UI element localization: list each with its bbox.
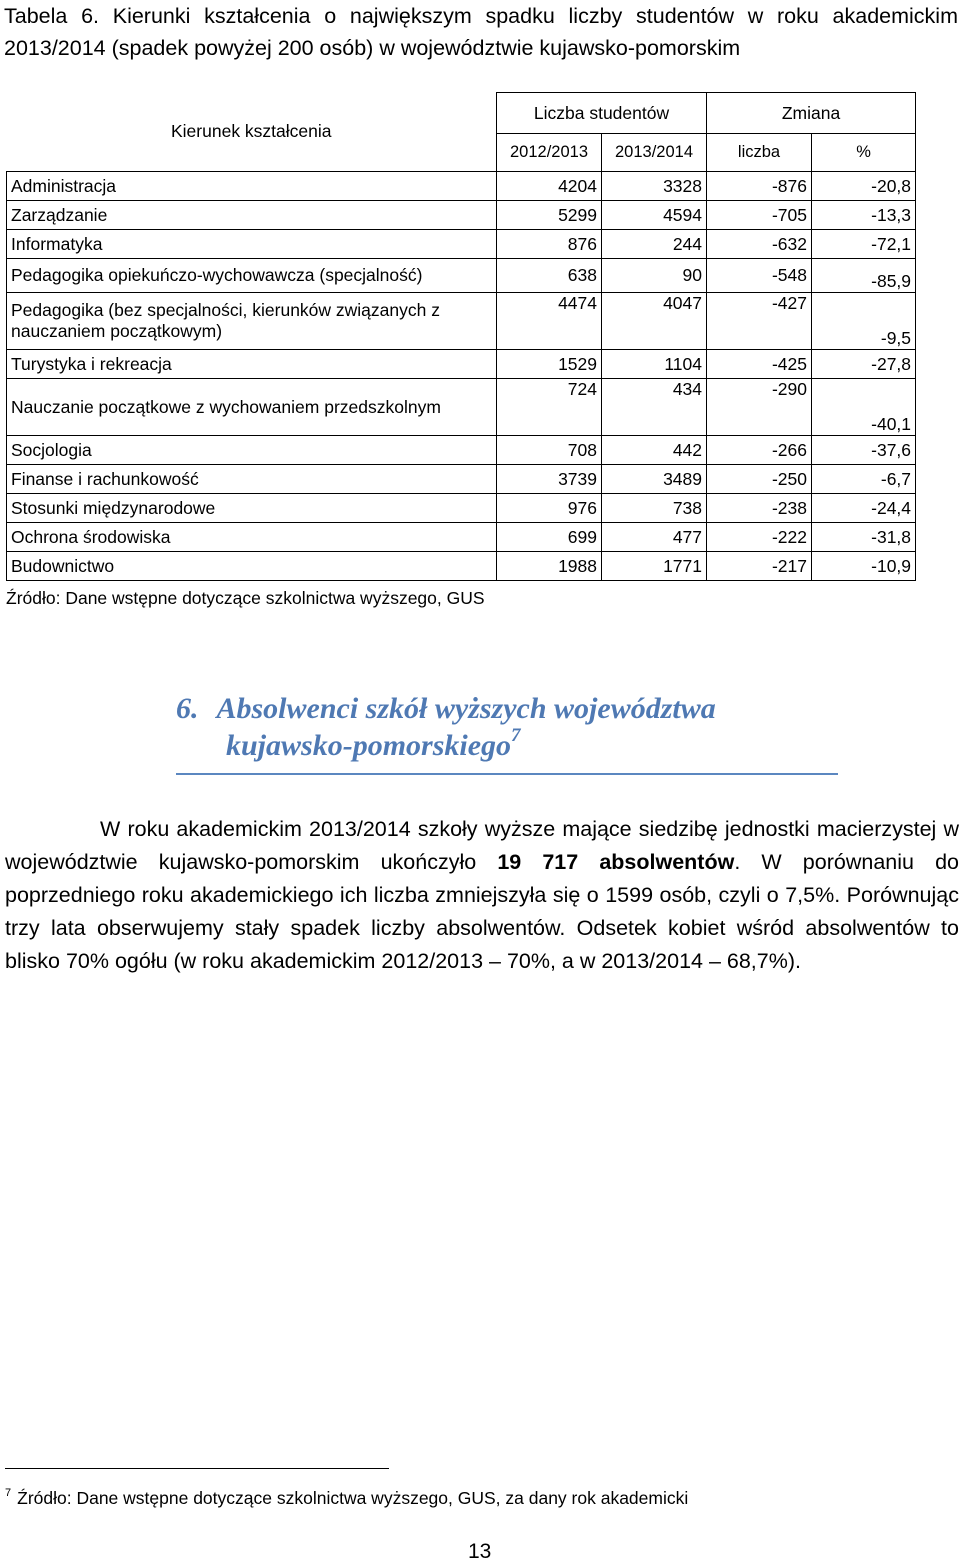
section-heading-line-1 bbox=[176, 690, 836, 727]
body-paragraph bbox=[5, 813, 959, 978]
row-value-2013-2014: 1104 bbox=[602, 350, 707, 379]
footnote-text: Źródło: Dane wstępne dotyczące szkolnictwa wyższego, GUS, za dany rok akademicki bbox=[17, 1488, 689, 1508]
row-value-2012-2013: 638 bbox=[497, 259, 602, 293]
row-change: -427 bbox=[707, 293, 812, 350]
row-name: Pedagogika (bez specjalności, kierunków związanych z nauczaniem początkowym) bbox=[7, 293, 497, 350]
table-row bbox=[7, 350, 916, 379]
row-percent: -37,6 bbox=[812, 436, 916, 465]
row-change: -632 bbox=[707, 230, 812, 259]
row-value-2012-2013: 708 bbox=[497, 436, 602, 465]
section-title-line-1: Absolwenci szkół wyższych województwa bbox=[216, 692, 716, 725]
row-percent: -40,1 bbox=[812, 379, 916, 436]
table-row bbox=[7, 172, 916, 201]
row-value-2013-2014: 4047 bbox=[602, 293, 707, 350]
row-percent: -31,8 bbox=[812, 523, 916, 552]
row-change: -876 bbox=[707, 172, 812, 201]
table-source-note: Źródło: Dane wstępne dotyczące szkolnictwa wyższego, GUS bbox=[6, 588, 485, 608]
row-value-2012-2013: 3739 bbox=[497, 465, 602, 494]
heading-underline bbox=[176, 773, 838, 775]
row-name: Ochrona środowiska bbox=[7, 523, 497, 552]
row-value-2012-2013: 976 bbox=[497, 494, 602, 523]
row-change: -238 bbox=[707, 494, 812, 523]
header-liczba: liczba bbox=[707, 134, 812, 172]
header-liczba-studentow: Liczba studentów bbox=[497, 93, 707, 134]
row-name: Pedagogika opiekuńczo-wychowawcza (specjalność) bbox=[7, 259, 497, 293]
row-value-2012-2013: 699 bbox=[497, 523, 602, 552]
paragraph-bold-figure: 19 717 absolwentów bbox=[497, 850, 735, 874]
row-value-2012-2013: 1529 bbox=[497, 350, 602, 379]
table-row bbox=[7, 293, 916, 350]
row-value-2013-2014: 477 bbox=[602, 523, 707, 552]
row-value-2013-2014: 434 bbox=[602, 379, 707, 436]
table-row bbox=[7, 379, 916, 436]
footnote-separator bbox=[5, 1468, 389, 1469]
section-heading-line-2 bbox=[176, 727, 836, 764]
row-change: -222 bbox=[707, 523, 812, 552]
row-change: -266 bbox=[707, 436, 812, 465]
row-percent: -13,3 bbox=[812, 201, 916, 230]
section-number: 6. bbox=[176, 692, 199, 725]
header-kierunek: Kierunek kształcenia bbox=[7, 93, 497, 172]
students-table bbox=[6, 92, 916, 581]
row-change: -425 bbox=[707, 350, 812, 379]
row-name: Administracja bbox=[7, 172, 497, 201]
header-year-2013-2014: 2013/2014 bbox=[602, 134, 707, 172]
row-name: Nauczanie początkowe z wychowaniem przedszkolnym bbox=[7, 379, 497, 436]
table-row bbox=[7, 259, 916, 293]
row-value-2013-2014: 738 bbox=[602, 494, 707, 523]
row-change: -250 bbox=[707, 465, 812, 494]
paragraph-text-after: . W porównaniu do poprzedniego roku akademickiego ich liczba zmniejszyła się o 1599 osób, czyli o 7,5%. Porównując trzy lata obserwujemy stały spadek liczby absolwentów. Odsetek kobiet wśród absolwentów to blisko 70% ogółu (w roku akademickim 2012/2013 – 70%, a w 2013/2014 – 68,7%). bbox=[5, 850, 959, 973]
row-name: Finanse i rachunkowość bbox=[7, 465, 497, 494]
row-percent: -27,8 bbox=[812, 350, 916, 379]
table-row bbox=[7, 494, 916, 523]
row-change: -705 bbox=[707, 201, 812, 230]
row-name: Informatyka bbox=[7, 230, 497, 259]
footnote-number: 7 bbox=[5, 1487, 12, 1499]
row-value-2012-2013: 876 bbox=[497, 230, 602, 259]
row-value-2013-2014: 244 bbox=[602, 230, 707, 259]
section-heading bbox=[176, 690, 836, 764]
row-value-2013-2014: 1771 bbox=[602, 552, 707, 581]
row-name: Stosunki międzynarodowe bbox=[7, 494, 497, 523]
row-value-2013-2014: 3489 bbox=[602, 465, 707, 494]
row-percent: -85,9 bbox=[812, 259, 916, 293]
header-zmiana: Zmiana bbox=[707, 93, 916, 134]
row-percent: -10,9 bbox=[812, 552, 916, 581]
row-change: -217 bbox=[707, 552, 812, 581]
row-value-2012-2013: 4474 bbox=[497, 293, 602, 350]
footnote-reference: 7 bbox=[511, 725, 521, 746]
header-year-2012-2013: 2012/2013 bbox=[497, 134, 602, 172]
row-name: Budownictwo bbox=[7, 552, 497, 581]
table-caption: Tabela 6. Kierunki kształcenia o największym spadku liczby studentów w roku akademickim 2013/2014 (spadek powyżej 200 osób) w województwie kujawsko-pomorskim bbox=[4, 4, 958, 60]
row-value-2013-2014: 4594 bbox=[602, 201, 707, 230]
row-name: Zarządzanie bbox=[7, 201, 497, 230]
row-change: -548 bbox=[707, 259, 812, 293]
row-change: -290 bbox=[707, 379, 812, 436]
table-row bbox=[7, 201, 916, 230]
table-row bbox=[7, 230, 916, 259]
row-value-2013-2014: 442 bbox=[602, 436, 707, 465]
row-value-2012-2013: 4204 bbox=[497, 172, 602, 201]
row-name: Socjologia bbox=[7, 436, 497, 465]
row-value-2013-2014: 3328 bbox=[602, 172, 707, 201]
header-percent: % bbox=[812, 134, 916, 172]
paragraph-text-before: W roku akademickim 2013/2014 szkoły wyższe mające siedzibę jednostki macierzystej w województwie kujawsko-pomorskim ukończyło bbox=[5, 817, 959, 874]
section-title-line-2: kujawsko-pomorskiego bbox=[226, 729, 512, 762]
row-percent: -9,5 bbox=[812, 293, 916, 350]
row-percent: -20,8 bbox=[812, 172, 916, 201]
row-value-2012-2013: 5299 bbox=[497, 201, 602, 230]
table-header-row-1 bbox=[7, 93, 916, 134]
table-row bbox=[7, 523, 916, 552]
row-name: Turystyka i rekreacja bbox=[7, 350, 497, 379]
table-row bbox=[7, 465, 916, 494]
footnote bbox=[5, 1484, 688, 1512]
row-value-2013-2014: 90 bbox=[602, 259, 707, 293]
table-row bbox=[7, 552, 916, 581]
page-number: 13 bbox=[468, 1540, 492, 1563]
row-value-2012-2013: 1988 bbox=[497, 552, 602, 581]
row-percent: -24,4 bbox=[812, 494, 916, 523]
table-row bbox=[7, 436, 916, 465]
row-percent: -72,1 bbox=[812, 230, 916, 259]
row-value-2012-2013: 724 bbox=[497, 379, 602, 436]
row-percent: -6,7 bbox=[812, 465, 916, 494]
